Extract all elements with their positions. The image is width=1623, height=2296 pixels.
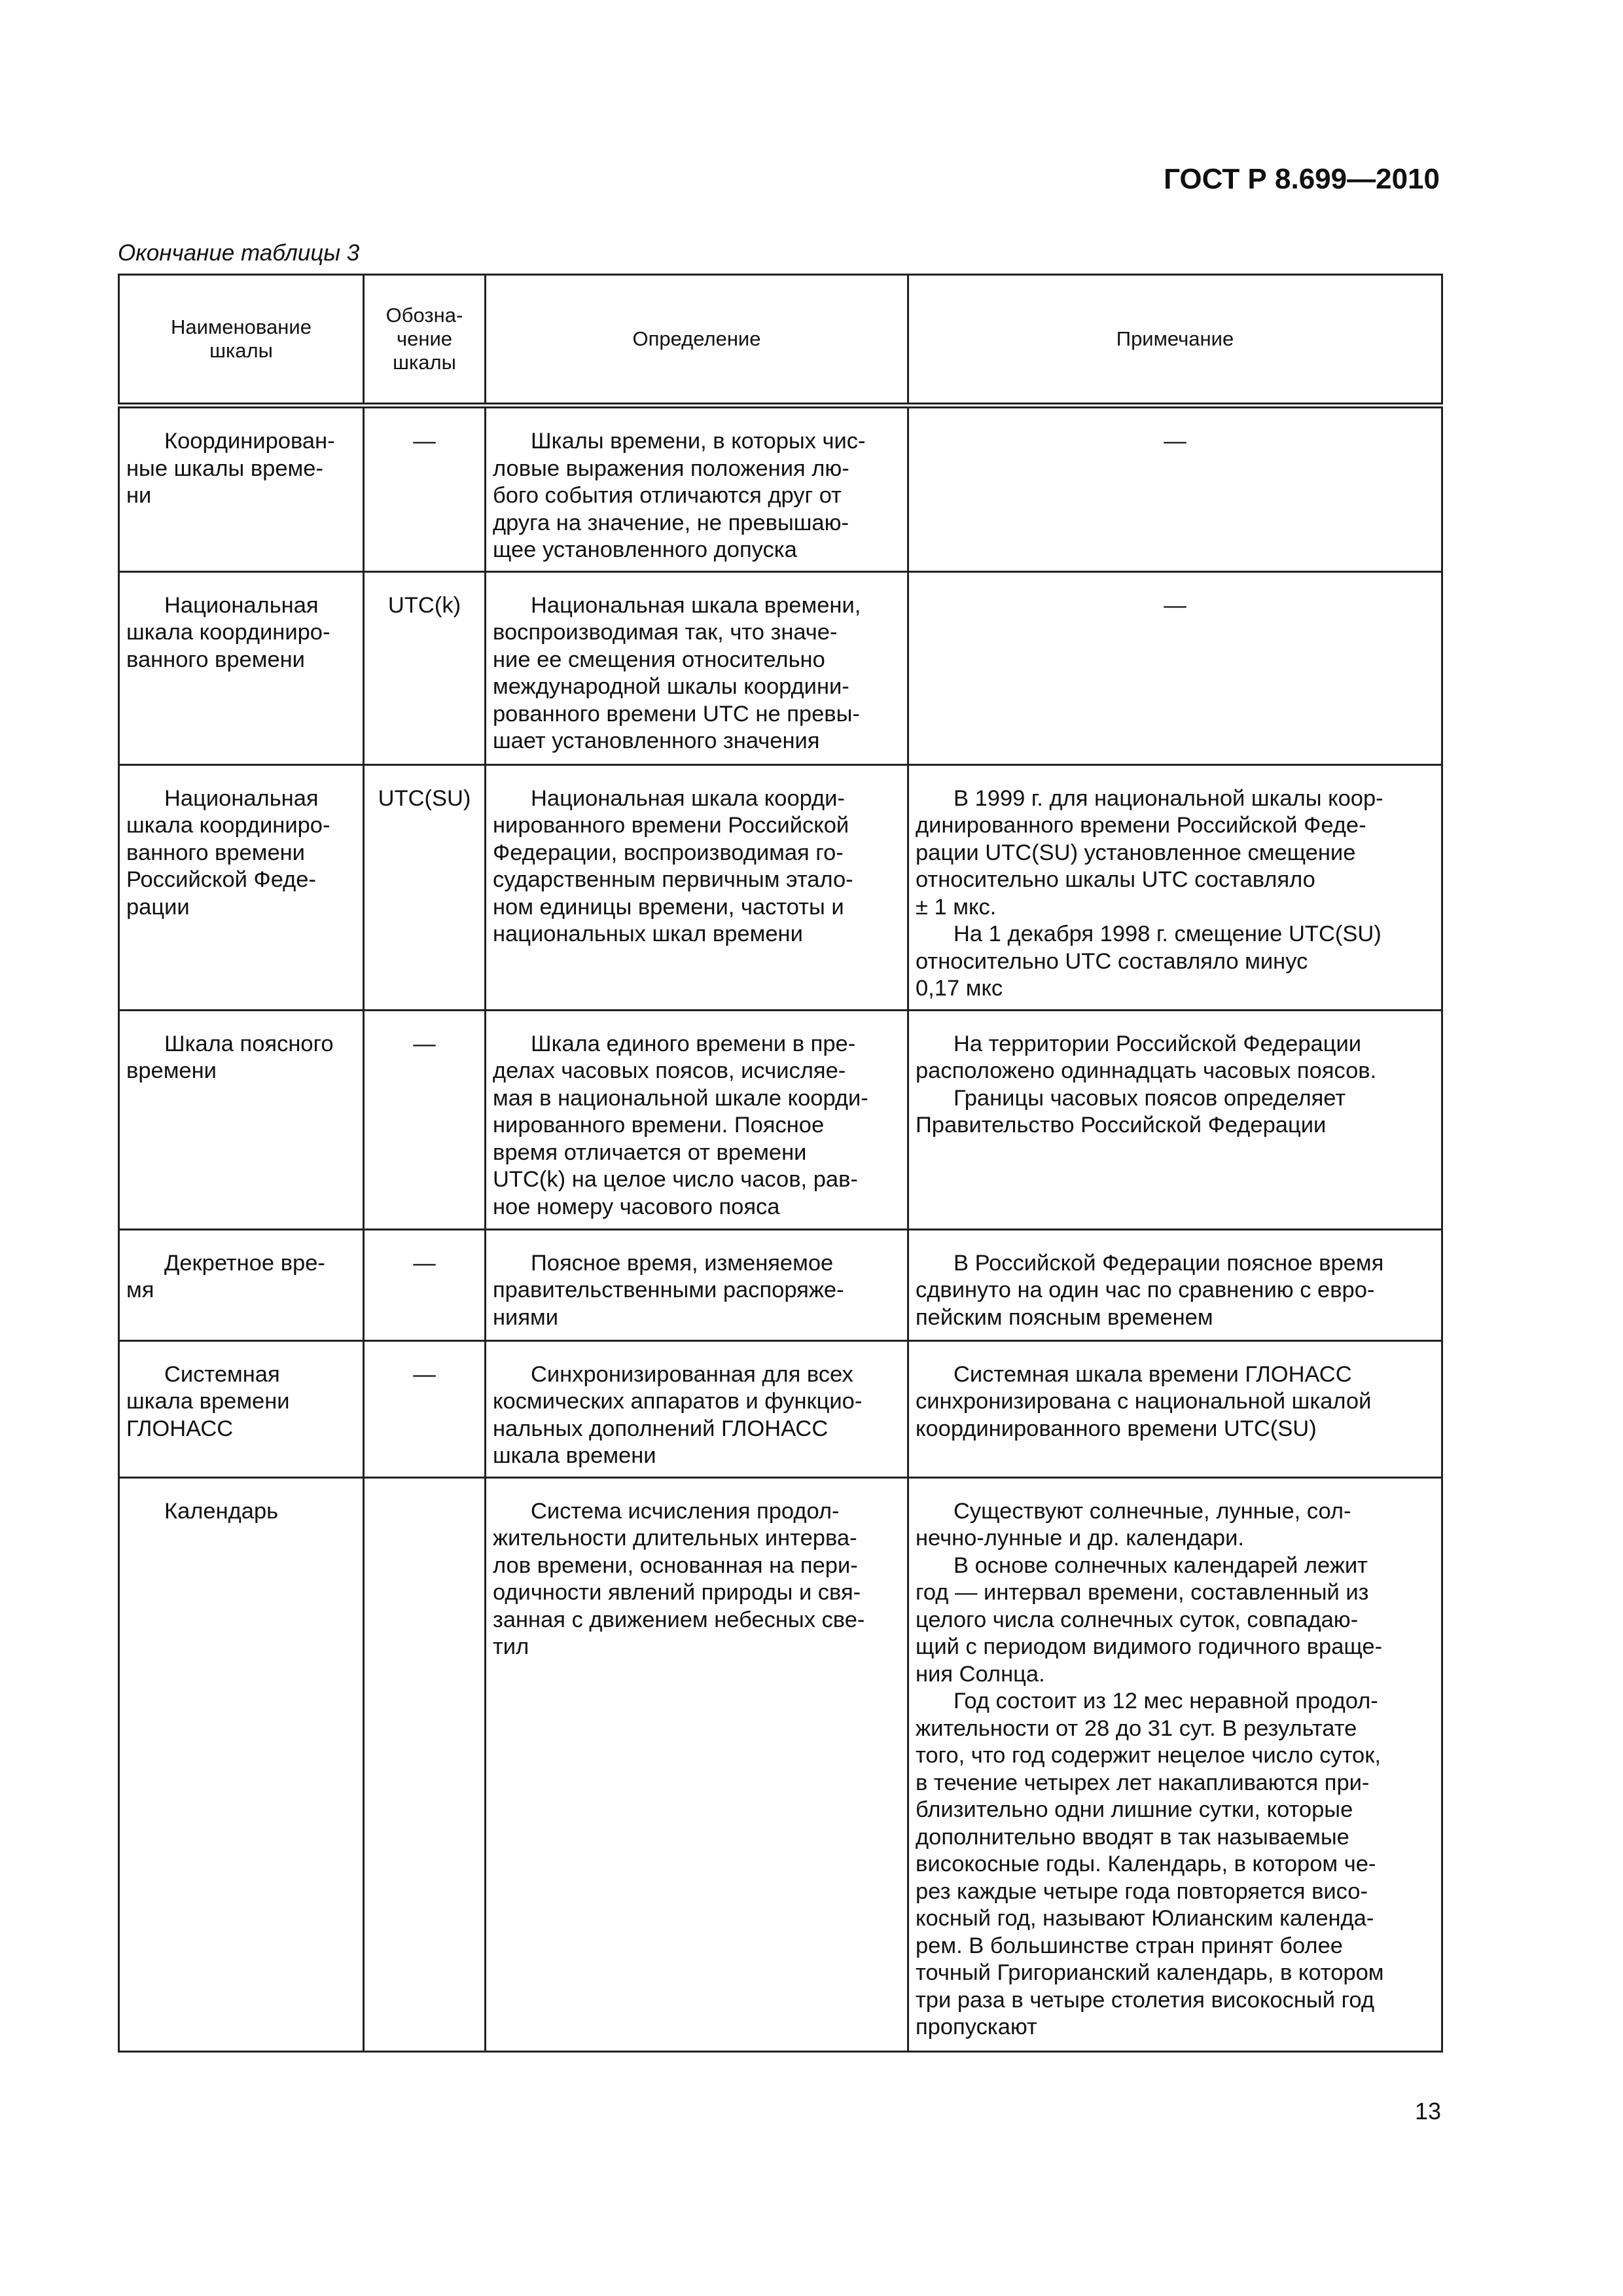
scale-name-cell <box>119 1477 364 2051</box>
scale-symbol-cell <box>364 1229 486 1340</box>
scale-name-cell <box>119 1229 364 1340</box>
scale-symbol-cell <box>364 1340 486 1477</box>
scale-name: Национальная шкала координиро- ванного времени <box>126 592 330 672</box>
scale-symbol-cell <box>364 571 486 764</box>
table-row <box>119 1477 1442 2051</box>
column-header-definition: Определение <box>486 275 908 406</box>
scale-symbol: — <box>413 1031 436 1056</box>
definition-cell <box>486 1477 908 2051</box>
scale-name-cell <box>119 764 364 1010</box>
definition-text: Шкала единого времени в пре- делах часовых поясов, исчисляе- мая в национальной шкале коорди- нированного времени. Поясное время отличается от времени UTC(k) на целое число часов, рав- ное номеру часового пояса <box>493 1031 868 1219</box>
table-row <box>119 1340 1442 1477</box>
note-paragraph: Существуют солнечные, лунные, сол- нечно-лунные и др. календари. <box>916 1498 1351 1551</box>
note-cell <box>908 1010 1442 1229</box>
definition-text: Поясное время, изменяемое правительственными распоряже- ниями <box>493 1250 844 1330</box>
scale-name-cell <box>119 406 364 572</box>
note-paragraph: В основе солнечных календарей лежит год — интервал времени, составленный из целого числа солнечных суток, совпадаю- щий с периодом видимого годичного враще- ния Солнца. <box>916 1552 1383 1687</box>
column-header-name: Наименование шкалы <box>119 275 364 406</box>
table-row <box>119 764 1442 1010</box>
scale-symbol-cell <box>364 764 486 1010</box>
note-paragraph: — <box>1164 429 1186 454</box>
table-row <box>119 406 1442 572</box>
note-paragraph: В 1999 г. для национальной шкалы коор- динированного времени Российской Феде- рации UTC(SU) установленное смещение относительно шкалы UTC составляло ± 1 мкс. <box>916 785 1383 920</box>
scale-symbol: — <box>413 1250 436 1276</box>
table-row <box>119 571 1442 764</box>
note-paragraph: — <box>1164 592 1186 618</box>
definition-text: Шкалы времени, в которых чис- ловые выражения положения лю- бого события отличаются друг от друга на значение, не превышаю- щее установленного допуска <box>493 429 866 562</box>
scale-name: Системная шкала времени ГЛОНАСС <box>126 1361 290 1441</box>
definition-cell <box>486 406 908 572</box>
note-paragraph: На территории Российской Федерации расположено одиннадцать часовых поясов. <box>916 1031 1377 1083</box>
scale-name-cell <box>119 1340 364 1477</box>
scale-name: Координирован- ные шкалы време- ни <box>126 429 335 508</box>
scale-symbol: UTC(k) <box>387 592 461 618</box>
note-cell <box>908 406 1442 572</box>
note-cell <box>908 1340 1442 1477</box>
scale-symbol: UTC(SU) <box>378 785 471 811</box>
scale-name: Декретное вре- мя <box>126 1250 325 1302</box>
scale-name-cell <box>119 1010 364 1229</box>
note-cell <box>908 571 1442 764</box>
table-caption: Окончание таблицы 3 <box>118 240 360 266</box>
column-header-note: Примечание <box>908 275 1442 406</box>
definition-cell <box>486 764 908 1010</box>
scale-name-cell <box>119 571 364 764</box>
definition-text: Национальная шкала времени, воспроизводимая так, что значе- ние ее смещения относительно международной шкалы координи- рованного времени UTC не превы- шает установленного значения <box>493 592 861 753</box>
note-paragraph: На 1 декабря 1998 г. смещение UTC(SU) относительно UTC составляло минус 0,17 мкс <box>916 922 1382 1001</box>
note-paragraph: Системная шкала времени ГЛОНАСС синхронизирована с национальной шкалой координированного времени UTC(SU) <box>916 1361 1372 1441</box>
definition-cell <box>486 1010 908 1229</box>
scale-symbol: — <box>413 429 436 454</box>
note-paragraph: В Российской Федерации поясное время сдвинуто на один час по сравнению с евро- пейским поясным временем <box>916 1250 1384 1330</box>
table-header-row <box>119 275 1442 406</box>
definition-cell <box>486 1229 908 1340</box>
definition-text: Синхронизированная для всех космических аппаратов и функцио- нальных дополнений ГЛОНАСС шкала времени <box>493 1361 863 1468</box>
table-row <box>119 1010 1442 1229</box>
scale-symbol: — <box>413 1361 436 1387</box>
note-cell <box>908 1229 1442 1340</box>
column-header-symbol: Обозна- чение шкалы <box>364 275 486 406</box>
page-number: 13 <box>1414 2098 1441 2125</box>
scale-symbol-cell <box>364 1477 486 2051</box>
scale-name: Календарь <box>164 1498 279 1524</box>
note-paragraph: Границы часовых поясов определяет Правительство Российской Федерации <box>916 1085 1346 1138</box>
definition-text: Система исчисления продол- жительности длительных интерва- лов времени, основанная на пери- одичности явлений природы и свя- занная с движением небесных све- тил <box>493 1498 865 1659</box>
table-row <box>119 1229 1442 1340</box>
note-paragraph: Год состоит из 12 мес неравной продол- жительности от 28 до 31 сут. В результате того, что год содержит нецелое число суток, в течение четырех лет накапливаются при- близительно одни лишние сутки, которые дополнительно вводят в так называемые високосные годы. Календарь, в котором че- рез каждые четыре года повторяется висо- косный год, называют Юлианским календа- рем. В большинстве стран принят более точный Григорианский календарь, в котором три раза в четыре столетия високосный год пропускают <box>916 1689 1384 2039</box>
scale-name: Национальная шкала координиро- ванного времени Российской Феде- рации <box>126 785 330 920</box>
definition-text: Национальная шкала коорди- нированного времени Российской Федерации, воспроизводимая го- сударственным первичным этало- ном единицы времени, частоты и национальных шкал времени <box>493 785 853 946</box>
definition-cell <box>486 1340 908 1477</box>
scale-name: Шкала поясного времени <box>126 1031 334 1083</box>
scale-symbol-cell <box>364 1010 486 1229</box>
note-cell <box>908 1477 1442 2051</box>
scale-symbol-cell <box>364 406 486 572</box>
standard-code: ГОСТ Р 8.699—2010 <box>1164 163 1440 195</box>
definition-cell <box>486 571 908 764</box>
note-cell <box>908 764 1442 1010</box>
definitions-table <box>118 274 1443 2053</box>
